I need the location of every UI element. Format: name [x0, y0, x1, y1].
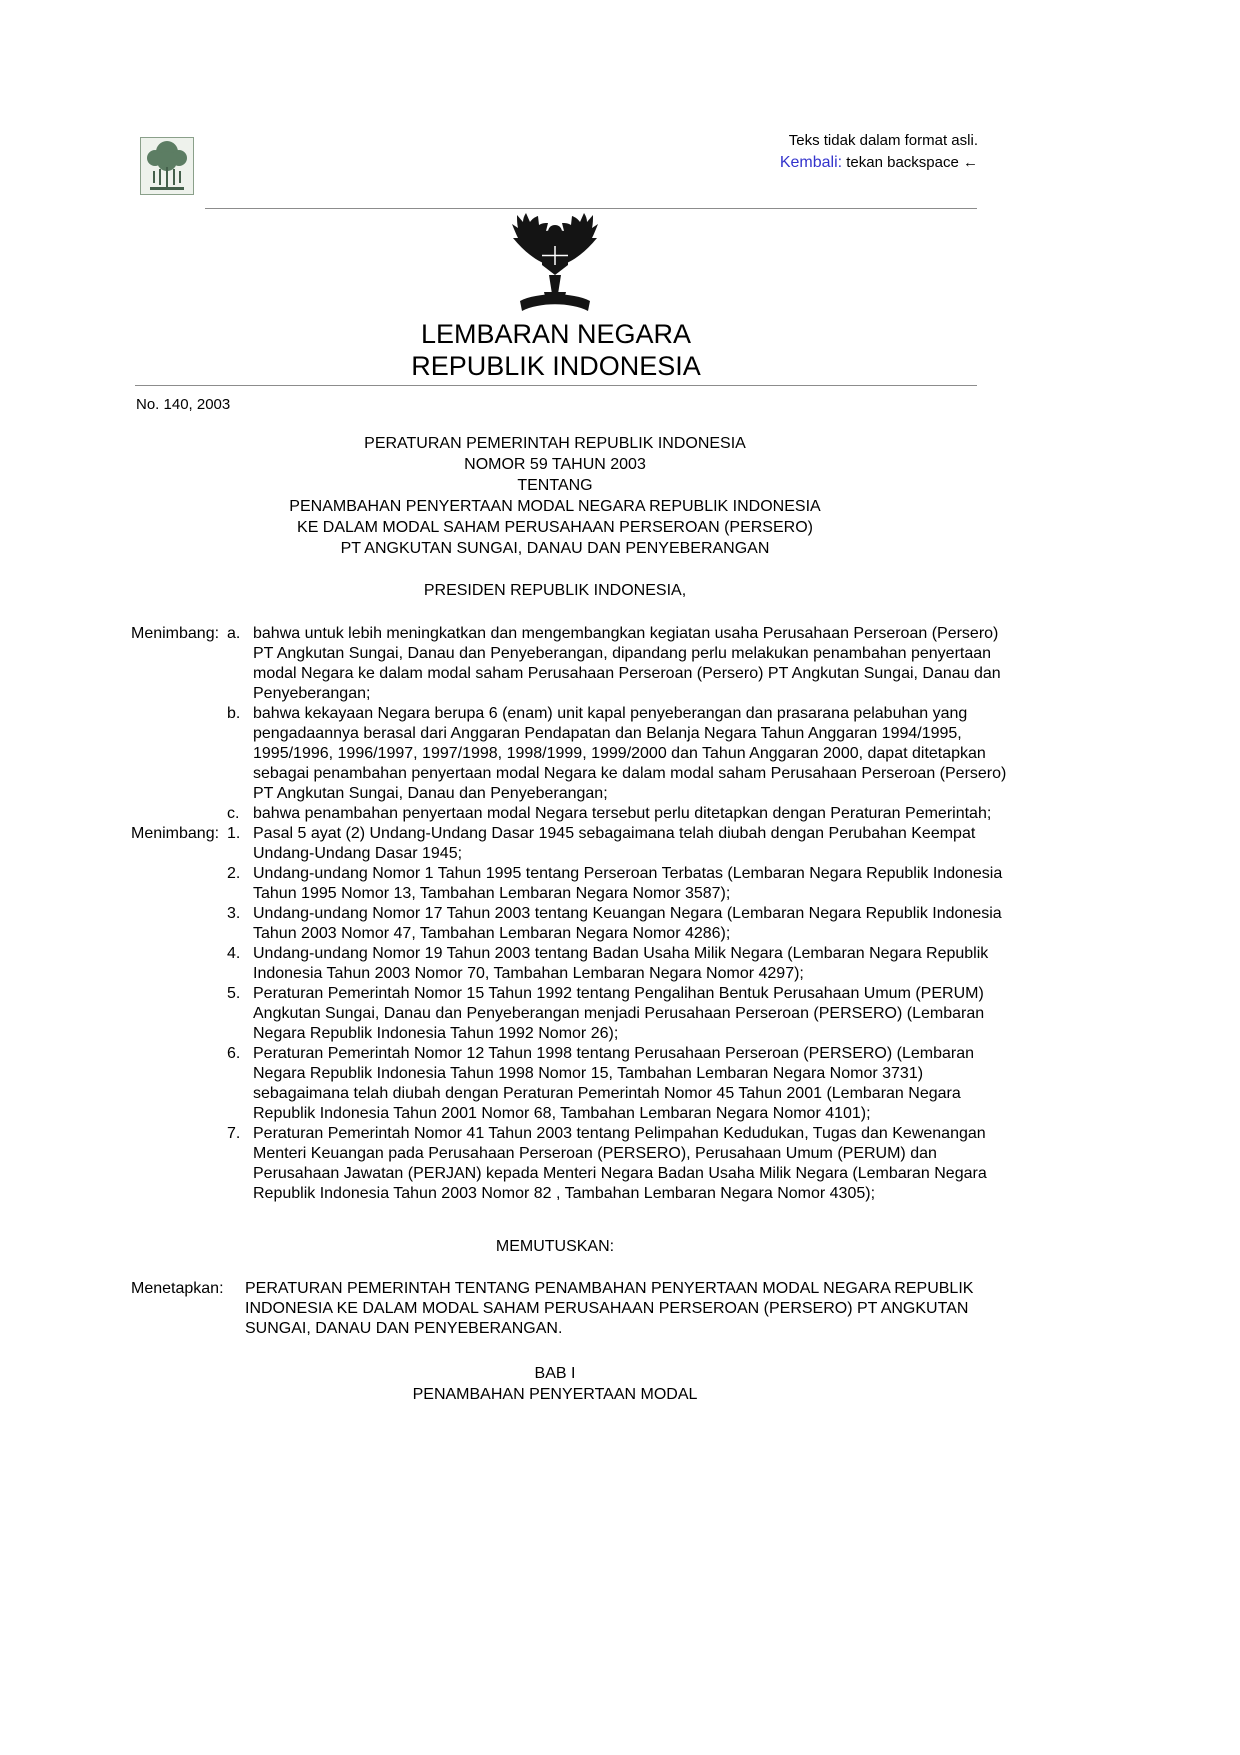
menimbang-item — [227, 624, 1011, 704]
tree-logo-icon[interactable] — [140, 137, 194, 195]
item-marker: a. — [227, 625, 241, 642]
item-text: bahwa untuk lebih meningkatkan dan mengembangkan kegiatan usaha Perusahaan Perseroan (Persero) PT Angkutan Sungai, Danau dan Penyeberangan, dipandang perlu melakukan penambahan penyertaan modal Negara ke dalam modal saham Perusahaan Perseroan (Persero) PT Angkutan Sungai, Danau dan Penyeberangan; — [253, 625, 1001, 702]
back-hint: tekan backspace ← — [842, 154, 978, 171]
item-marker: 1. — [227, 825, 241, 842]
item-text: bahwa kekayaan Negara berupa 6 (enam) unit kapal penyeberangan dan prasarana pelabuhan yang pengadaannya berasal dari Anggaran Pendapatan dan Belanja Negara Tahun Anggaran 1994/1995, 1995/1996, 1996/1997, 1997/1998, 1998/1999, 1999/2000 dan Tahun Anggaran 2000, dapat ditetapkan sebagai penambahan penyertaan modal Negara ke dalam modal saham Perusahaan Perseroan (Persero) PT Angkutan Sungai, Danau dan Penyeberangan; — [253, 705, 1007, 802]
doc-title-line: NOMOR 59 TAHUN 2003 — [464, 456, 646, 473]
legal-basis-item — [227, 984, 1011, 1044]
masthead-line1: LEMBARAN NEGARA — [420, 319, 692, 349]
salutation: PRESIDEN REPUBLIK INDONESIA, — [423, 582, 687, 599]
item-marker: 3. — [227, 905, 241, 922]
menimbang-item — [227, 704, 1011, 804]
chapter-number: BAB I — [534, 1365, 576, 1382]
item-text: Peraturan Pemerintah Nomor 12 Tahun 1998 tentang Perusahaan Perseroan (PERSERO) (Lembaran Negara Republik Indonesia Tahun 1998 Nomor 15, Tambahan Lembaran Negara Nomor 3731) sebagaimana telah diubah dengan Peraturan Pemerintah Nomor 45 Tahun 2001 (Lembaran Negara Republik Indonesia Tahun 2001 Nomor 68, Tambahan Lembaran Negara Nomor 4101); — [253, 1045, 975, 1122]
item-text: bahwa penambahan penyertaan modal Negara tersebut perlu ditetapkan dengan Peraturan Pemerintah; — [253, 805, 992, 822]
menimbang-items — [227, 624, 1011, 824]
item-text: Pasal 5 ayat (2) Undang-Undang Dasar 1945 sebagaimana telah diubah dengan Perubahan Keempat Undang-Undang Dasar 1945; — [253, 825, 976, 862]
doc-title-line: PENAMBAHAN PENYERTAAN MODAL NEGARA REPUBLIK INDONESIA — [289, 498, 821, 515]
item-marker: 6. — [227, 1045, 241, 1062]
legal-basis-item — [227, 1044, 1011, 1124]
legal-basis-item — [227, 824, 1011, 864]
chapter-heading — [131, 1363, 979, 1405]
menetapkan-text: PERATURAN PEMERINTAH TENTANG PENAMBAHAN PENYERTAAN MODAL NEGARA REPUBLIK INDONESIA KE DALAM MODAL SAHAM PERUSAHAAN PERSEROAN (PERSERO) PT ANGKUTAN SUNGAI, DANAU DAN PENYEBERANGAN. — [245, 1280, 974, 1337]
doc-title-line: KE DALAM MODAL SAHAM PERUSAHAAN PERSEROAN (PERSERO) — [297, 519, 813, 536]
notice-text: Teks tidak dalam format asli. — [788, 132, 978, 149]
issue-number: No. 140, 2003 — [136, 396, 231, 413]
menimbang-section — [131, 624, 1011, 824]
legal-basis-item — [227, 864, 1011, 904]
item-marker: b. — [227, 705, 241, 722]
document-body — [131, 433, 1011, 1405]
legal-basis-label: Menimbang: — [131, 825, 220, 842]
memutuskan-heading: MEMUTUSKAN: — [495, 1238, 615, 1255]
divider-masthead — [135, 385, 977, 386]
item-text: Undang-undang Nomor 19 Tahun 2003 tentang Badan Usaha Milik Negara (Lembaran Negara Republik Indonesia Tahun 2003 Nomor 70, Tambahan Lembaran Negara Nomor 4297); — [253, 945, 989, 982]
legal-basis-item — [227, 944, 1011, 984]
menimbang-label: Menimbang: — [131, 625, 220, 642]
format-notice — [780, 130, 978, 174]
masthead — [135, 318, 977, 382]
doc-title-block — [131, 433, 979, 559]
item-text: Undang-undang Nomor 1 Tahun 1995 tentang Perseroan Terbatas (Lembaran Negara Republik Indonesia Tahun 1995 Nomor 13, Tambahan Lembaran Negara Nomor 3587); — [253, 865, 1003, 902]
menetapkan-section — [131, 1279, 1011, 1339]
divider-top — [205, 208, 977, 209]
masthead-line2: REPUBLIK INDONESIA — [411, 351, 701, 381]
item-marker: 5. — [227, 985, 241, 1002]
back-link[interactable]: Kembali: — [779, 154, 843, 171]
legal-basis-item — [227, 904, 1011, 944]
legal-basis-item — [227, 1124, 1011, 1204]
item-marker: c. — [227, 805, 240, 822]
menetapkan-label: Menetapkan: — [131, 1280, 224, 1297]
item-marker: 7. — [227, 1125, 241, 1142]
item-marker: 4. — [227, 945, 241, 962]
back-line — [780, 152, 978, 174]
item-marker: 2. — [227, 865, 241, 882]
legal-basis-section — [131, 824, 1011, 1204]
doc-title-line: PT ANGKUTAN SUNGAI, DANAU DAN PENYEBERANGAN — [340, 540, 770, 557]
garuda-emblem-icon — [507, 212, 603, 316]
doc-title-line: TENTANG — [517, 477, 593, 494]
item-text: Undang-undang Nomor 17 Tahun 2003 tentang Keuangan Negara (Lembaran Negara Republik Indonesia Tahun 2003 Nomor 47, Tambahan Lembaran Negara Nomor 4286); — [253, 905, 1002, 942]
menimbang-item — [227, 804, 1011, 824]
item-text: Peraturan Pemerintah Nomor 41 Tahun 2003 tentang Pelimpahan Kedudukan, Tugas dan Kewenangan Menteri Keuangan pada Perusahaan Perseroan (PERSERO), Perusahaan Umum (PERUM) dan Perusahaan Jawatan (PERJAN) kepada Menteri Negara Badan Usaha Milik Negara (Lembaran Negara Republik Indonesia Tahun 2003 Nomor 82 , Tambahan Lembaran Negara Nomor 4305); — [253, 1125, 987, 1202]
doc-title-line: PERATURAN PEMERINTAH REPUBLIK INDONESIA — [364, 435, 746, 452]
legal-basis-items — [227, 824, 1011, 1204]
item-text: Peraturan Pemerintah Nomor 15 Tahun 1992 tentang Pengalihan Bentuk Perusahaan Umum (PERUM) Angkutan Sungai, Danau dan Penyeberangan menjadi Perusahaan Perseroan (PERSERO) (Lembaran Negara Republik Indonesia Tahun 1992 Nomor 26); — [253, 985, 985, 1042]
chapter-title: PENAMBAHAN PENYERTAAN MODAL — [412, 1386, 698, 1403]
